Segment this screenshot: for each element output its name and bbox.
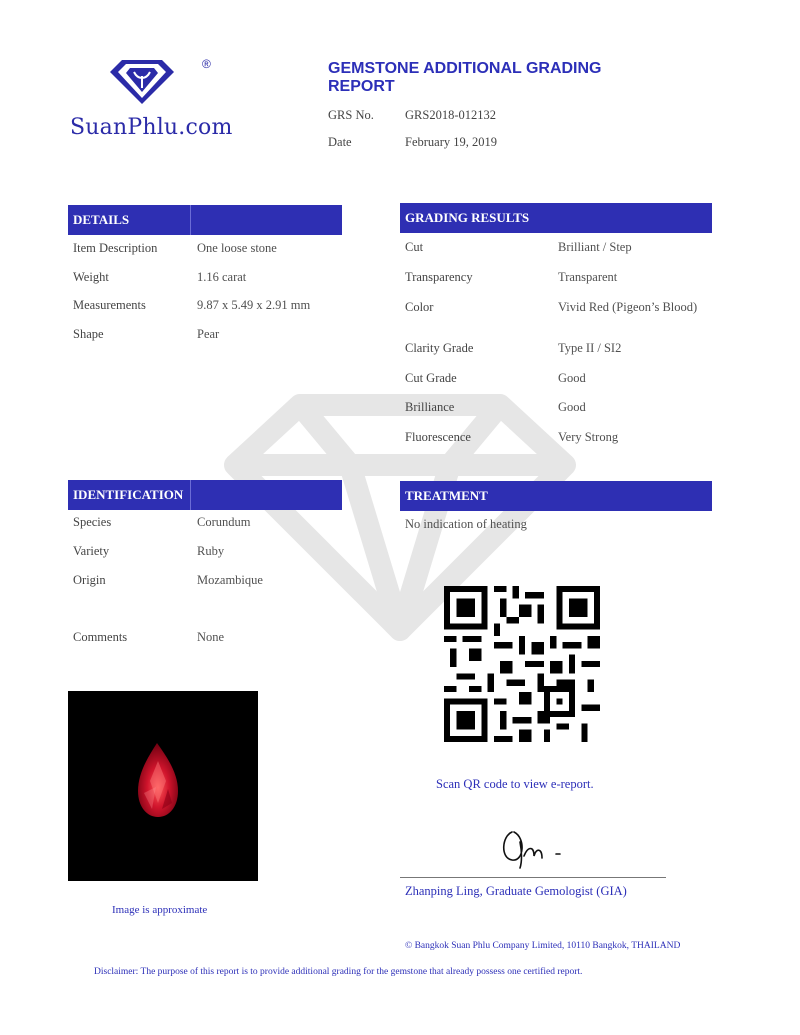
- details-label: Weight: [73, 270, 109, 284]
- grading-value: Type II / SI2: [558, 341, 622, 355]
- grading-value: Very Strong: [558, 430, 619, 444]
- heading-divider: [190, 205, 191, 235]
- grs-value: GRS2018-012132: [405, 108, 496, 122]
- identification-heading-label: IDENTIFICATION: [73, 487, 184, 502]
- identification-label: Comments: [73, 630, 128, 644]
- details-label: Item Description: [73, 241, 158, 255]
- details-value: Pear: [197, 327, 220, 341]
- grading-label: Clarity Grade: [405, 341, 474, 355]
- heading-divider: [190, 480, 191, 510]
- grading-label: Transparency: [405, 270, 473, 284]
- treatment-heading-label: TREATMENT: [405, 488, 488, 503]
- date-label: Date: [328, 135, 352, 149]
- image-caption: Image is approximate: [112, 904, 208, 916]
- gemstone-photo: [68, 691, 258, 881]
- copyright-text: © Bangkok Suan Phlu Company Limited, 10110 Bangkok, THAILAND: [405, 941, 681, 951]
- identification-value: Corundum: [197, 515, 251, 529]
- details-heading-label: DETAILS: [73, 212, 130, 227]
- grading-value: Good: [558, 400, 586, 414]
- details-label: Measurements: [73, 298, 146, 312]
- diamond-logo-icon: [108, 58, 176, 106]
- grading-value: Brilliant / Step: [558, 240, 632, 254]
- details-value: 1.16 carat: [197, 270, 247, 284]
- qr-caption: Scan QR code to view e-report.: [436, 777, 594, 791]
- grading-value: Vivid Red (Pigeon’s Blood): [558, 300, 698, 314]
- details-value: 9.87 x 5.49 x 2.91 mm: [197, 298, 311, 312]
- grading-heading: [400, 203, 712, 233]
- details-label: Shape: [73, 327, 104, 341]
- grading-heading-label: GRADING RESULTS: [405, 210, 530, 225]
- identification-value: Ruby: [197, 544, 225, 558]
- pear-ruby-image: [68, 691, 258, 881]
- grading-label: Cut Grade: [405, 371, 457, 385]
- grading-value: Good: [558, 371, 586, 385]
- identification-label: Variety: [73, 544, 110, 558]
- brand-name: SuanPhlu.com: [70, 115, 233, 140]
- disclaimer-text: Disclaimer: The purpose of this report is to provide additional grading for the gemstone that already possess one certified report.: [94, 967, 583, 977]
- treatment-value: No indication of heating: [405, 517, 527, 531]
- grading-label: Cut: [405, 240, 424, 254]
- identification-value: None: [197, 630, 225, 644]
- identification-heading: [68, 480, 342, 510]
- details-value: One loose stone: [197, 241, 277, 255]
- registered-mark: ®: [202, 57, 211, 71]
- grading-label: Color: [405, 300, 434, 314]
- grs-label: GRS No.: [328, 108, 374, 122]
- grading-label: Brilliance: [405, 400, 455, 414]
- signature-line: [400, 877, 666, 878]
- identification-label: Species: [73, 515, 112, 529]
- identification-label: Origin: [73, 573, 106, 587]
- treatment-heading: [400, 481, 712, 511]
- report-title: GEMSTONE ADDITIONAL GRADING REPORT: [328, 60, 602, 95]
- gemologist-name: Zhanping Ling, Graduate Gemologist (GIA): [405, 884, 627, 898]
- grading-label: Fluorescence: [405, 430, 471, 444]
- date-value: February 19, 2019: [405, 135, 497, 149]
- qr-code-icon[interactable]: [444, 586, 600, 742]
- details-heading: [68, 205, 342, 235]
- identification-value: Mozambique: [197, 573, 263, 587]
- grading-value: Transparent: [558, 270, 618, 284]
- signature-image: [498, 822, 578, 870]
